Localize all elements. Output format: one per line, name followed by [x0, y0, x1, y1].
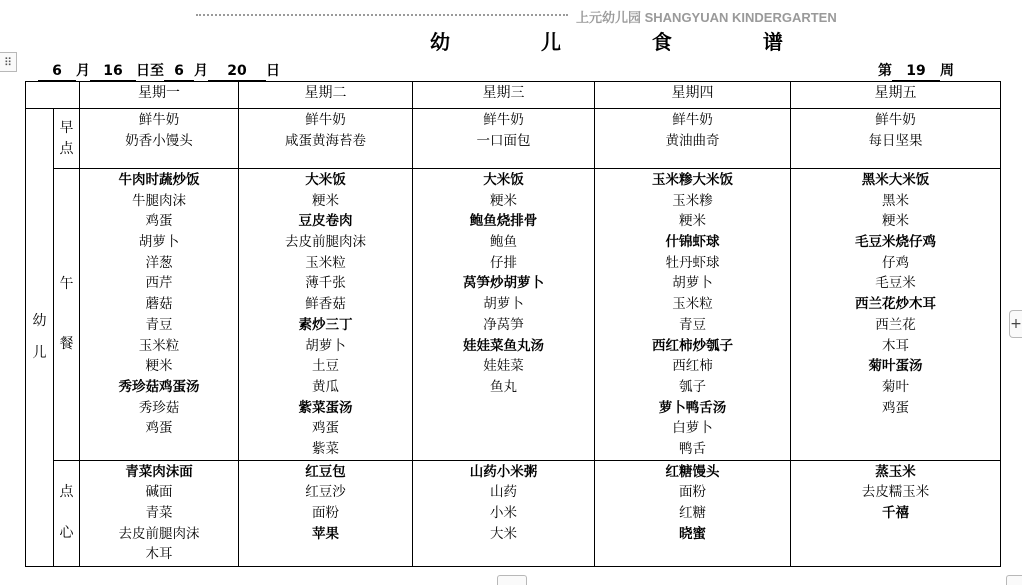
week-suffix: 周 — [940, 63, 954, 79]
ingredient: 碱面 — [145, 484, 173, 501]
dish-name: 红糖馒头 — [665, 463, 720, 480]
dish-name: 黑米大米饭 — [861, 172, 930, 188]
ingredient: 紫菜 — [312, 440, 339, 457]
dish-name: 紫菜蛋汤 — [298, 399, 353, 416]
menu-cell — [80, 169, 239, 461]
menu-table — [25, 81, 1001, 567]
ingredient: 鲜香菇 — [305, 296, 346, 313]
ingredient: 鸡蛋 — [145, 213, 173, 230]
day-header-2: 星期二 — [239, 82, 413, 109]
menu-cell — [595, 460, 791, 566]
ingredient: 薄千张 — [305, 275, 346, 292]
meal-row — [26, 109, 1001, 169]
ingredient: 黄油曲奇 — [665, 132, 720, 149]
meal-label-char: 午 — [59, 275, 74, 292]
week-value: 19 — [892, 62, 940, 81]
ingredient: 一口面包 — [476, 132, 531, 149]
group-char: 儿 — [32, 345, 47, 362]
ingredient: 红豆沙 — [305, 484, 346, 501]
ingredient: 木耳 — [145, 546, 173, 563]
dish-name: 素炒三丁 — [298, 316, 353, 333]
ingredient: 鲜牛奶 — [875, 112, 916, 128]
ingredient: 鲍鱼 — [490, 234, 517, 251]
ingredient: 去皮前腿肉沫 — [285, 234, 366, 251]
day-header-4: 星期四 — [595, 82, 791, 109]
ingredient: 粳米 — [679, 213, 706, 230]
dish-name: 红豆包 — [305, 463, 346, 480]
date-range — [38, 60, 280, 81]
ingredient: 去皮前腿肉沫 — [118, 525, 200, 542]
ingredient: 瓠子 — [679, 378, 706, 395]
resize-handle-bottom[interactable] — [497, 575, 527, 585]
ingredient: 胡萝卜 — [138, 234, 180, 251]
menu-cell — [239, 460, 413, 566]
meal-label-cell — [54, 169, 80, 461]
table-move-handle-icon[interactable]: ⠿ — [0, 52, 17, 72]
ingredient: 红糖 — [679, 505, 706, 521]
ingredient: 咸蛋黄海苔卷 — [285, 132, 366, 149]
header-corner-cell — [26, 82, 80, 109]
day-header-5: 星期五 — [791, 82, 1001, 109]
ingredient: 青豆 — [145, 316, 173, 333]
dish-name: 菊叶蛋汤 — [868, 358, 923, 375]
ingredient: 粳米 — [312, 192, 339, 209]
kindergarten-brand: 上元幼儿园 SHANGYUAN KINDERGARTEN — [576, 10, 837, 25]
dish-name: 千禧 — [882, 505, 909, 521]
resize-handle-corner[interactable] — [1006, 575, 1022, 585]
day-label: 日 — [266, 63, 280, 79]
ingredient: 蘑菇 — [145, 296, 173, 313]
dish-name: 苹果 — [312, 525, 339, 542]
meal-label — [54, 472, 79, 553]
ingredient: 毛豆米 — [875, 275, 916, 292]
meal-label-cell — [54, 460, 80, 566]
ingredient: 黑米 — [882, 192, 909, 209]
dish-name: 蒸玉米 — [875, 463, 916, 480]
dish-name: 毛豆米烧仔鸡 — [855, 234, 936, 251]
ingredient: 仔排 — [490, 254, 517, 271]
menu-cell — [413, 460, 595, 566]
end-month: 6 — [164, 62, 194, 81]
menu-cell — [80, 109, 239, 169]
meal-label — [54, 118, 79, 159]
week-prefix: 第 — [878, 63, 892, 79]
ingredient: 玉米粒 — [305, 254, 346, 271]
dish-name: 山药小米粥 — [469, 463, 538, 480]
add-column-icon[interactable]: + — [1009, 310, 1022, 338]
ingredient: 鸭舌 — [679, 440, 706, 457]
menu-cell — [791, 169, 1001, 461]
ingredient: 娃娃菜 — [483, 358, 524, 375]
dish-name: 秀珍菇鸡蛋汤 — [118, 378, 200, 395]
start-day: 16 — [90, 62, 136, 81]
ingredient: 鱼丸 — [490, 378, 517, 395]
ingredient: 面粉 — [312, 505, 339, 521]
dish-name: 西兰花炒木耳 — [855, 296, 936, 313]
header-dotted-rule — [196, 14, 568, 16]
ingredient: 小米 — [490, 505, 517, 521]
header-row — [26, 82, 1001, 109]
ingredient: 玉米粒 — [138, 337, 180, 354]
ingredient: 大米 — [490, 525, 517, 542]
dish-name: 大米饭 — [305, 172, 346, 188]
ingredient: 西红柿 — [672, 358, 713, 375]
ingredient: 净莴笋 — [483, 316, 524, 333]
menu-cell — [413, 109, 595, 169]
ingredient: 鲜牛奶 — [672, 112, 713, 128]
ingredient: 玉米粒 — [672, 296, 713, 313]
ingredient: 仔鸡 — [882, 254, 909, 271]
month-label: 月 — [76, 63, 90, 79]
ingredient: 面粉 — [679, 484, 706, 501]
ingredient: 山药 — [490, 484, 517, 501]
meal-label-char: 点 — [59, 484, 74, 501]
meal-label-char: 心 — [59, 525, 74, 542]
ingredient: 菊叶 — [882, 378, 909, 395]
ingredient: 鲜牛奶 — [305, 112, 346, 128]
dish-name: 萝卜鸭舌汤 — [658, 399, 727, 416]
meal-label-char: 餐 — [59, 336, 74, 353]
dish-name: 娃娃菜鱼丸汤 — [463, 337, 544, 354]
ingredient: 青菜 — [145, 505, 173, 521]
day-header-3: 星期三 — [413, 82, 595, 109]
menu-cell — [791, 109, 1001, 169]
meal-label-cell — [54, 109, 80, 169]
group-char: 幼 — [32, 312, 47, 329]
day-to-label: 日至 — [136, 63, 164, 79]
dish-name: 大米饭 — [483, 172, 524, 188]
ingredient: 秀珍菇 — [138, 399, 180, 416]
menu-cell — [239, 109, 413, 169]
dish-name: 西红柿炒瓠子 — [652, 337, 733, 354]
menu-cell — [595, 109, 791, 169]
ingredient: 胡萝卜 — [483, 296, 524, 313]
menu-cell — [595, 169, 791, 461]
meal-row — [26, 169, 1001, 461]
ingredient: 西兰花 — [875, 316, 916, 333]
ingredient: 牛腿肉沫 — [132, 192, 186, 209]
dish-name: 鲍鱼烧排骨 — [469, 213, 538, 230]
start-month: 6 — [38, 62, 76, 81]
ingredient: 胡萝卜 — [305, 337, 346, 354]
month-label-2: 月 — [194, 63, 208, 79]
ingredient: 鸡蛋 — [882, 399, 909, 416]
dish-name: 晓蜜 — [679, 525, 706, 542]
ingredient: 黄瓜 — [312, 378, 339, 395]
ingredient: 鲜牛奶 — [138, 112, 180, 128]
dish-name: 玉米糁大米饭 — [652, 172, 733, 188]
ingredient: 牡丹虾球 — [665, 254, 720, 271]
meal-label-char: 早 — [59, 119, 74, 136]
ingredient: 白萝卜 — [672, 420, 713, 437]
ingredient: 去皮糯玉米 — [861, 484, 930, 501]
ingredient: 粳米 — [145, 358, 173, 375]
ingredient: 粳米 — [490, 192, 517, 209]
meal-row — [26, 460, 1001, 566]
week-number — [878, 60, 954, 81]
ingredient: 西芹 — [145, 275, 173, 292]
group-label — [26, 305, 53, 370]
dish-name: 莴笋炒胡萝卜 — [463, 275, 544, 292]
ingredient: 鲜牛奶 — [483, 112, 524, 128]
dish-name: 牛肉时蔬炒饭 — [118, 172, 200, 188]
page-title: 幼 儿 食 谱 — [430, 30, 825, 54]
menu-cell — [413, 169, 595, 461]
menu-cell — [80, 460, 239, 566]
ingredient: 青豆 — [679, 316, 706, 333]
ingredient: 胡萝卜 — [672, 275, 713, 292]
ingredient: 鸡蛋 — [145, 420, 173, 437]
ingredient: 奶香小馒头 — [125, 132, 193, 149]
dish-name: 青菜肉沫面 — [125, 463, 193, 480]
ingredient: 玉米糁 — [672, 192, 713, 209]
ingredient: 土豆 — [312, 358, 339, 375]
ingredient: 每日坚果 — [868, 132, 923, 149]
meal-label — [54, 254, 79, 375]
dish-name: 什锦虾球 — [665, 234, 720, 251]
dish-name: 豆皮卷肉 — [298, 213, 353, 230]
menu-cell — [239, 169, 413, 461]
ingredient: 洋葱 — [145, 254, 173, 271]
menu-cell — [791, 460, 1001, 566]
ingredient: 鸡蛋 — [312, 420, 339, 437]
end-day: 20 — [208, 62, 266, 81]
ingredient: 粳米 — [882, 213, 909, 230]
ingredient: 木耳 — [882, 337, 909, 354]
day-header-1: 星期一 — [80, 82, 239, 109]
group-label-cell — [26, 109, 54, 567]
meal-label-char: 点 — [59, 140, 74, 157]
